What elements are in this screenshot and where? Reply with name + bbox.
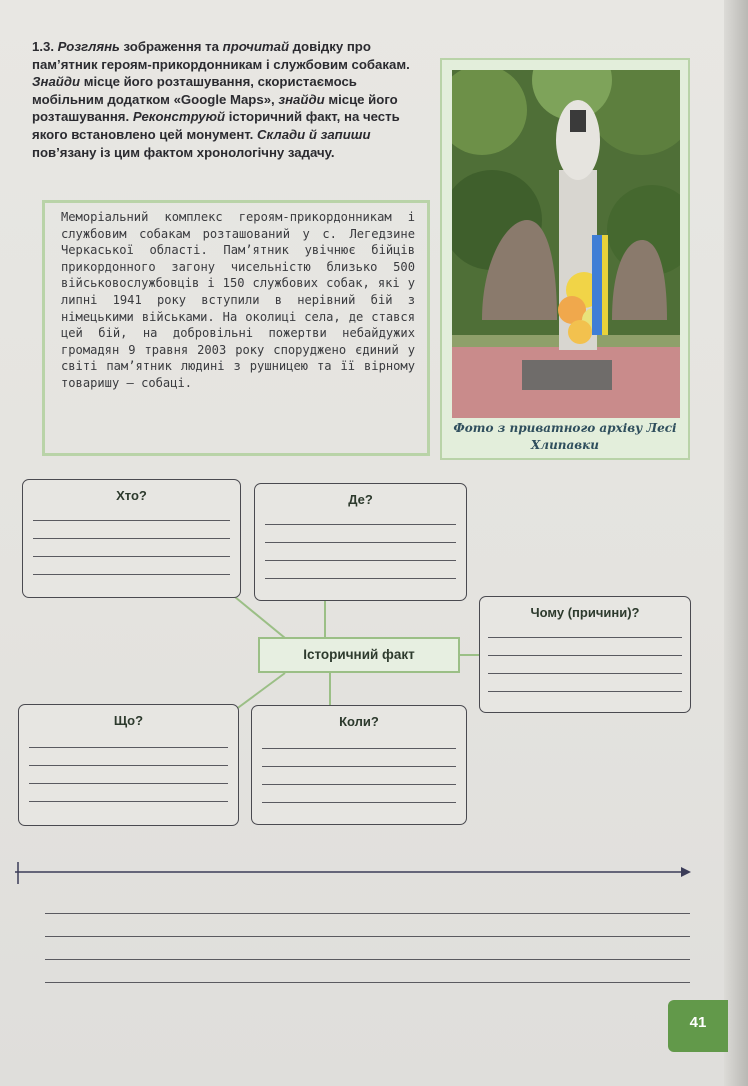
task-fragment: Склади й запиши [256,126,371,142]
what-box [18,704,239,826]
task-fragment: довідку про пам’ятник героям-прикордонникам і службовим собакам. [32,39,410,72]
task-fragment: прочитай [222,39,290,54]
answer-line[interactable] [265,524,456,525]
task-fragment: Знайди [32,74,81,90]
historical-fact-box: Історичний факт [258,637,460,673]
answer-line[interactable] [262,766,456,767]
answer-line[interactable] [33,574,230,575]
what-label: Що? [113,713,144,728]
who-label: Хто? [116,488,147,503]
why-label: Чому (причини)? [530,605,640,620]
answer-line[interactable] [29,801,228,802]
info-text: Меморіальний комплекс героям-прикордонникам і службовим собакам розташований у с. Легедзине Черкаської області. Пам’ятник увічнює бійців прикордонного загону чисельністю близько 500 військовослужбовців і 150 службових собак, які у липні 1941 року вступили в нерівний бій з німецькими військами. На околиці села, де стався цей бій, на добровільні пожертви небайдужих громадян 9 травня 2003 року споруджено єдиний у світі пам’ятник людині з рушницею та її вірному товаришу — собаці. [61,210,415,390]
answer-line[interactable] [33,538,230,539]
answer-line[interactable] [265,542,456,543]
answer-line[interactable] [33,556,230,557]
when-box [251,705,467,825]
writing-line[interactable] [45,982,690,983]
answer-line[interactable] [262,748,456,749]
when-label: Коли? [339,714,379,729]
answer-line[interactable] [29,747,228,748]
task-fragment: пов’язану із цим фактом хронологічну задачу. [32,144,335,160]
answer-line[interactable] [29,783,228,784]
task-fragment: зображення та [119,39,223,54]
answer-line[interactable] [488,637,682,638]
answer-line[interactable] [488,655,682,656]
task-number: 1.3. [32,39,54,54]
answer-line[interactable] [265,578,456,579]
answer-line[interactable] [262,802,456,803]
photo-caption: Фото з приватного архіву Лесі Хлипавки [453,421,677,452]
answer-line[interactable] [488,691,682,692]
task-fragment: знайди [278,91,325,107]
answer-line[interactable] [488,673,682,674]
why-box [479,596,691,713]
writing-line[interactable] [45,913,690,914]
answer-line[interactable] [265,560,456,561]
task-fragment: Реконструюй [132,109,226,125]
page-number: 41 [668,1000,728,1052]
where-box [254,483,467,601]
writing-line[interactable] [45,959,690,960]
where-label: Де? [348,492,373,507]
task-fragment: місце його розташування. [32,91,398,125]
task-fragment: місце його розташування, скористаємось мобільним додатком «Google Maps», [32,74,357,107]
answer-line[interactable] [29,765,228,766]
task-fragment: Розглянь [57,39,120,54]
answer-line[interactable] [262,784,456,785]
task-fragment: історичний факт, на честь якого встановлено цей монумент. [32,109,400,142]
answer-line[interactable] [33,520,230,521]
who-box [22,479,241,598]
writing-line[interactable] [45,936,690,937]
